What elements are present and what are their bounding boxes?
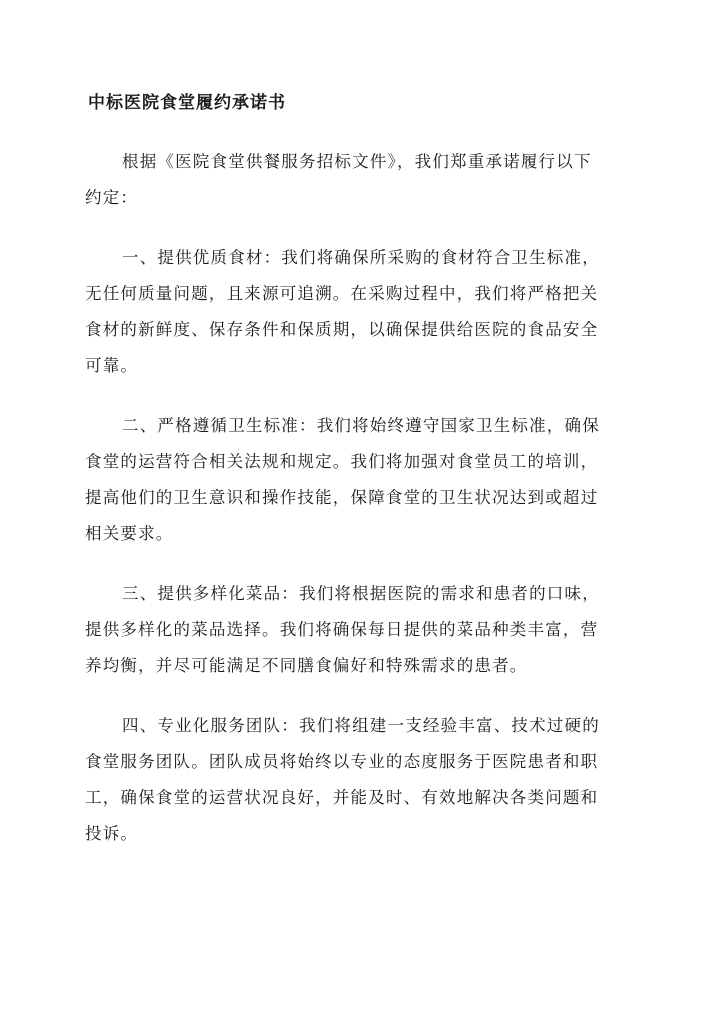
paragraph-line: 提供多样化的菜品选择。我们将确保每日提供的菜品种类丰富，营	[85, 620, 599, 639]
paragraph-line: 食堂服务团队。团队成员将始终以专业的态度服务于医院患者和职	[85, 752, 599, 771]
paragraph-item-4	[85, 708, 637, 852]
paragraph-line: 根据《医院食堂供餐服务招标文件》，我们郑重承诺履行以下	[122, 152, 592, 171]
document-title: 中标医院食堂履约承诺书	[88, 93, 286, 113]
paragraph-line: 二、严格遵循卫生标准：我们将始终遵守国家卫生标准，确保	[122, 416, 600, 435]
paragraph-item-2	[85, 408, 637, 552]
paragraph-line: 养均衡，并尽可能满足不同膳食偏好和特殊需求的患者。	[85, 656, 528, 675]
paragraph-item-1	[85, 240, 637, 384]
paragraph-line: 三、提供多样化菜品：我们将根据医院的需求和患者的口味，	[122, 584, 600, 603]
paragraph-line: 食材的新鲜度、保存条件和保质期，以确保提供给医院的食品安全	[85, 320, 599, 339]
paragraph-line: 食堂的运营符合相关法规和规定。我们将加强对食堂员工的培训，	[85, 452, 599, 471]
paragraph-line: 提高他们的卫生意识和操作技能，保障食堂的卫生状况达到或超过	[85, 488, 599, 507]
paragraph-line: 工，确保食堂的运营状况良好，并能及时、有效地解决各类问题和	[85, 788, 599, 807]
paragraph-intro	[85, 144, 637, 216]
paragraph-line: 约定：	[85, 188, 139, 207]
paragraph-item-3	[85, 576, 637, 684]
paragraph-line: 可靠。	[85, 356, 139, 375]
paragraph-line: 相关要求。	[85, 524, 174, 543]
paragraph-line: 四、专业化服务团队：我们将组建一支经验丰富、技术过硬的	[122, 716, 600, 735]
paragraph-line: 一、提供优质食材：我们将确保所采购的食材符合卫生标准，	[122, 248, 600, 267]
paragraph-line: 无任何质量问题，且来源可追溯。在采购过程中，我们将严格把关	[85, 284, 599, 303]
paragraph-line: 投诉。	[85, 824, 139, 843]
document-body	[85, 144, 637, 876]
